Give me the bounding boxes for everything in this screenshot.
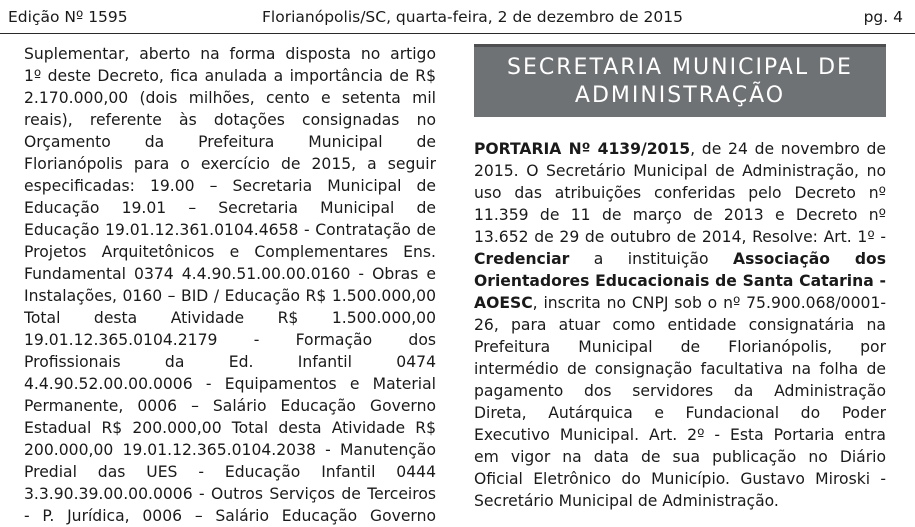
decree-line: Educação 19.01 – Secretaria Municipal de bbox=[24, 199, 436, 217]
portaria-line: Secretário Municipal de Administração. bbox=[474, 492, 779, 510]
decree-line: 3.3.90.39.00.00.0006 - Outros Serviços de Terceiros bbox=[24, 485, 436, 503]
decree-line: 1º deste Decreto, fica anulada a importância de R$ bbox=[24, 67, 436, 85]
decree-line: Permanente, 0006 – Salário Educação Governo bbox=[24, 397, 436, 415]
page-header bbox=[0, 0, 915, 34]
portaria-line: Executivo Municipal. Art. 2º - Esta Portaria entra bbox=[474, 426, 886, 444]
portaria-line: 11.359 de 11 de março de 2013 e Decreto nº bbox=[474, 206, 886, 224]
edition-number: Edição Nº 1595 bbox=[8, 8, 128, 26]
portaria-number: PORTARIA Nº 4139/2015 bbox=[474, 140, 691, 158]
decree-line: especificadas: 19.00 – Secretaria Municipal de bbox=[24, 177, 436, 195]
cnpj-text: , inscrita no CNPJ sob o nº 75.900.068/0001- bbox=[532, 294, 886, 312]
institution-name-part: Orientadores Educacionais de Santa Catarina - bbox=[474, 272, 886, 290]
header-rule bbox=[0, 33, 915, 34]
decree-line: Total desta Atividade R$ 1.500.000,00 bbox=[24, 309, 436, 327]
section-heading-line-2: ADMINISTRAÇÃO bbox=[574, 83, 786, 108]
portaria-line: 13.652 de 29 de outubro de 2014, Resolve: Art. 1º - bbox=[474, 228, 886, 246]
decree-line: Fundamental 0374 4.4.90.51.00.00.0160 - Obras e bbox=[24, 265, 436, 283]
decree-line: 19.01.12.365.0104.2179 - Formação dos bbox=[24, 331, 436, 349]
portaria-line: intermédio de consignação facultativa na folha de bbox=[474, 360, 886, 378]
decree-line: - P. Jurídica, 0006 – Salário Educação Governo bbox=[24, 507, 436, 525]
portaria-line: em vigor na data de sua publicação no Diário bbox=[474, 448, 886, 466]
decree-line: Predial das UES - Educação Infantil 0444 bbox=[24, 463, 436, 481]
portaria-line: Oficial Eletrônico do Município. Gustavo Miroski - bbox=[474, 470, 886, 488]
decree-line: Profissionais da Ed. Infantil 0474 bbox=[24, 353, 436, 371]
decree-line: Estadual R$ 200.000,00 Total desta Atividade R$ bbox=[24, 419, 436, 437]
portaria-line: Prefeitura Municipal de Florianópolis, por bbox=[474, 338, 886, 356]
decree-line: reais), referente às dotações consignadas no bbox=[24, 111, 436, 129]
portaria-line bbox=[474, 292, 886, 314]
section-heading-line-1: SECRETARIA MUNICIPAL DE bbox=[507, 55, 853, 80]
portaria-date: , de 24 de novembro de bbox=[690, 140, 886, 158]
portaria-line: 26, para atuar como entidade consignatária na bbox=[474, 316, 886, 334]
decree-line: 200.000,00 19.01.12.365.0104.2038 - Manutenção bbox=[24, 441, 436, 459]
decree-line: 4.4.90.52.00.00.0006 - Equipamentos e Material bbox=[24, 375, 436, 393]
institution-acronym: AOESC bbox=[474, 294, 533, 312]
portaria-line: Direta, Autárquica e Fundacional do Poder bbox=[474, 404, 886, 422]
decree-line: Educação 19.01.12.361.0104.4658 - Contratação de bbox=[24, 221, 436, 239]
portaria-line: pagamento dos servidores da Administração bbox=[474, 382, 886, 400]
portaria-text-fragment: a instituição bbox=[569, 250, 733, 268]
decree-line: Instalações, 0160 – BID / Educação R$ 1.500.000,00 bbox=[24, 287, 436, 305]
portaria-line bbox=[474, 248, 886, 270]
decree-line: Florianópolis para o exercício de 2015, a seguir bbox=[24, 155, 436, 173]
decree-line: Projetos Arquitetônicos e Complementares Ens. bbox=[24, 243, 436, 261]
decree-line: Orçamento da Prefeitura Municipal de bbox=[24, 133, 436, 151]
decree-line: Suplementar, aberto na forma disposta no artigo bbox=[24, 45, 436, 63]
credenciar-term: Credenciar bbox=[474, 250, 570, 268]
portaria-line: uso das atribuições conferidas pelo Decreto nº bbox=[474, 184, 886, 202]
portaria-line bbox=[474, 270, 886, 292]
section-heading bbox=[474, 44, 886, 117]
page-number: pg. 4 bbox=[863, 8, 903, 26]
portaria-text bbox=[474, 138, 886, 512]
institution-name-part: Associação dos bbox=[733, 250, 886, 268]
decree-line: 2.170.000,00 (dois milhões, cento e setenta mil bbox=[24, 89, 436, 107]
portaria-line: 2015. O Secretário Municipal de Administração, no bbox=[474, 162, 886, 180]
left-column-text bbox=[24, 43, 436, 527]
portaria-line bbox=[474, 138, 886, 160]
dateline: Florianópolis/SC, quarta-feira, 2 de dezembro de 2015 bbox=[262, 8, 683, 26]
